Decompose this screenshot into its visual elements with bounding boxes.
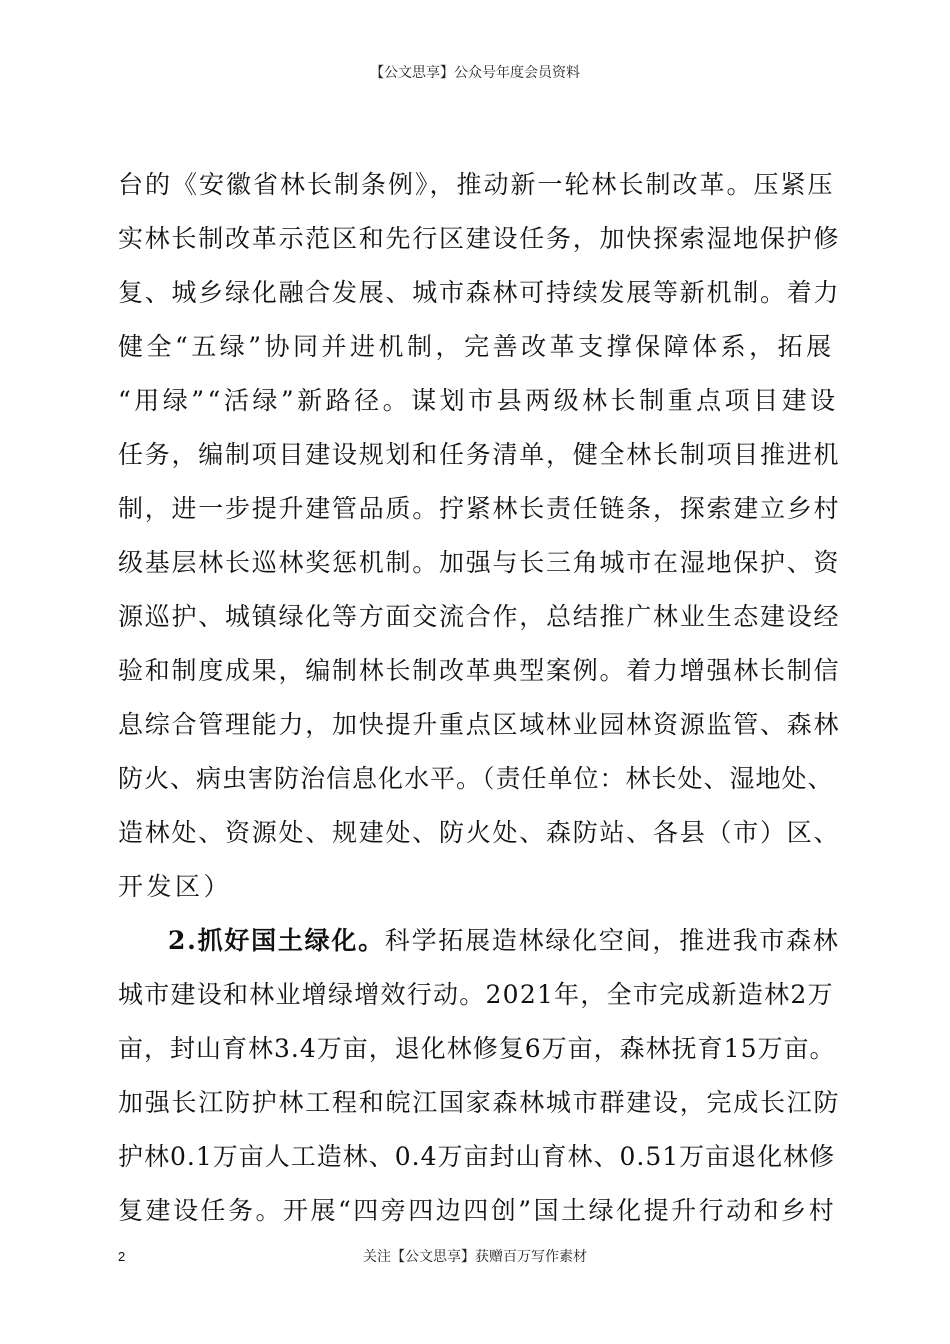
text-line: 实林长制改革示范区和先行区建设任务，加快探索湿地保护修: [118, 224, 841, 253]
text-line: 亩，封山育林3.4万亩，退化林修复6万亩，森林抚育15万亩。: [118, 1034, 836, 1063]
text-line: “用绿”“活绿”新路径。谋划市县两级林长制重点项目建设: [118, 386, 839, 415]
section-heading: 2.抓好国土绿化。: [168, 926, 385, 955]
text-line: 健全“五绿”协同并进机制，完善改革支撑保障体系，拓展: [118, 332, 835, 361]
section-heading-line: [118, 914, 840, 968]
text-line: 任务，编制项目建设规划和任务清单，健全林长制项目推进机: [118, 440, 841, 469]
text-line: 复建设任务。开展“四旁四边四创”国土绿化提升行动和乡村: [118, 1196, 837, 1225]
document-body: [118, 158, 840, 1238]
text-line: 验和制度成果，编制林长制改革典型案例。着力增强林长制信: [118, 656, 841, 685]
text-line: 开发区）: [118, 872, 233, 901]
text-line: 护林0.1万亩人工造林、0.4万亩封山育林、0.51万亩退化林修: [118, 1142, 836, 1171]
text-line: 造林处、资源处、规建处、防火处、森防站、各县（市）区、: [118, 818, 841, 847]
page-footer: 关注【公文思享】获赠百万写作素材: [363, 1249, 587, 1265]
text-line: 制，进一步提升建管品质。拧紧林长责任链条，探索建立乡村: [118, 494, 841, 523]
page-number: 2: [118, 1249, 126, 1264]
text-line: 防火、病虫害防治信息化水平。（责任单位：林长处、湿地处、: [118, 764, 834, 793]
text-line: 城市建设和林业增绿增效行动。2021年，全市完成新造林2万: [118, 980, 834, 1009]
section-first-line-text: 科学拓展造林绿化空间，推进我市森林: [384, 926, 840, 955]
page-header: 【公文思享】公众号年度会员资料: [370, 65, 580, 81]
text-line: 级基层林长巡林奖惩机制。加强与长三角城市在湿地保护、资: [118, 548, 841, 577]
text-line: 复、城乡绿化融合发展、城市森林可持续发展等新机制。着力: [118, 278, 841, 307]
text-line: 源巡护、城镇绿化等方面交流合作，总结推广林业生态建设经: [118, 602, 841, 631]
text-line: 息综合管理能力，加快提升重点区域林业园林资源监管、森林: [118, 710, 841, 739]
text-line: 加强长江防护林工程和皖江国家森林城市群建设，完成长江防: [118, 1088, 841, 1117]
text-line: 台的《安徽省林长制条例》，推动新一轮林长制改革。压紧压: [118, 170, 835, 199]
